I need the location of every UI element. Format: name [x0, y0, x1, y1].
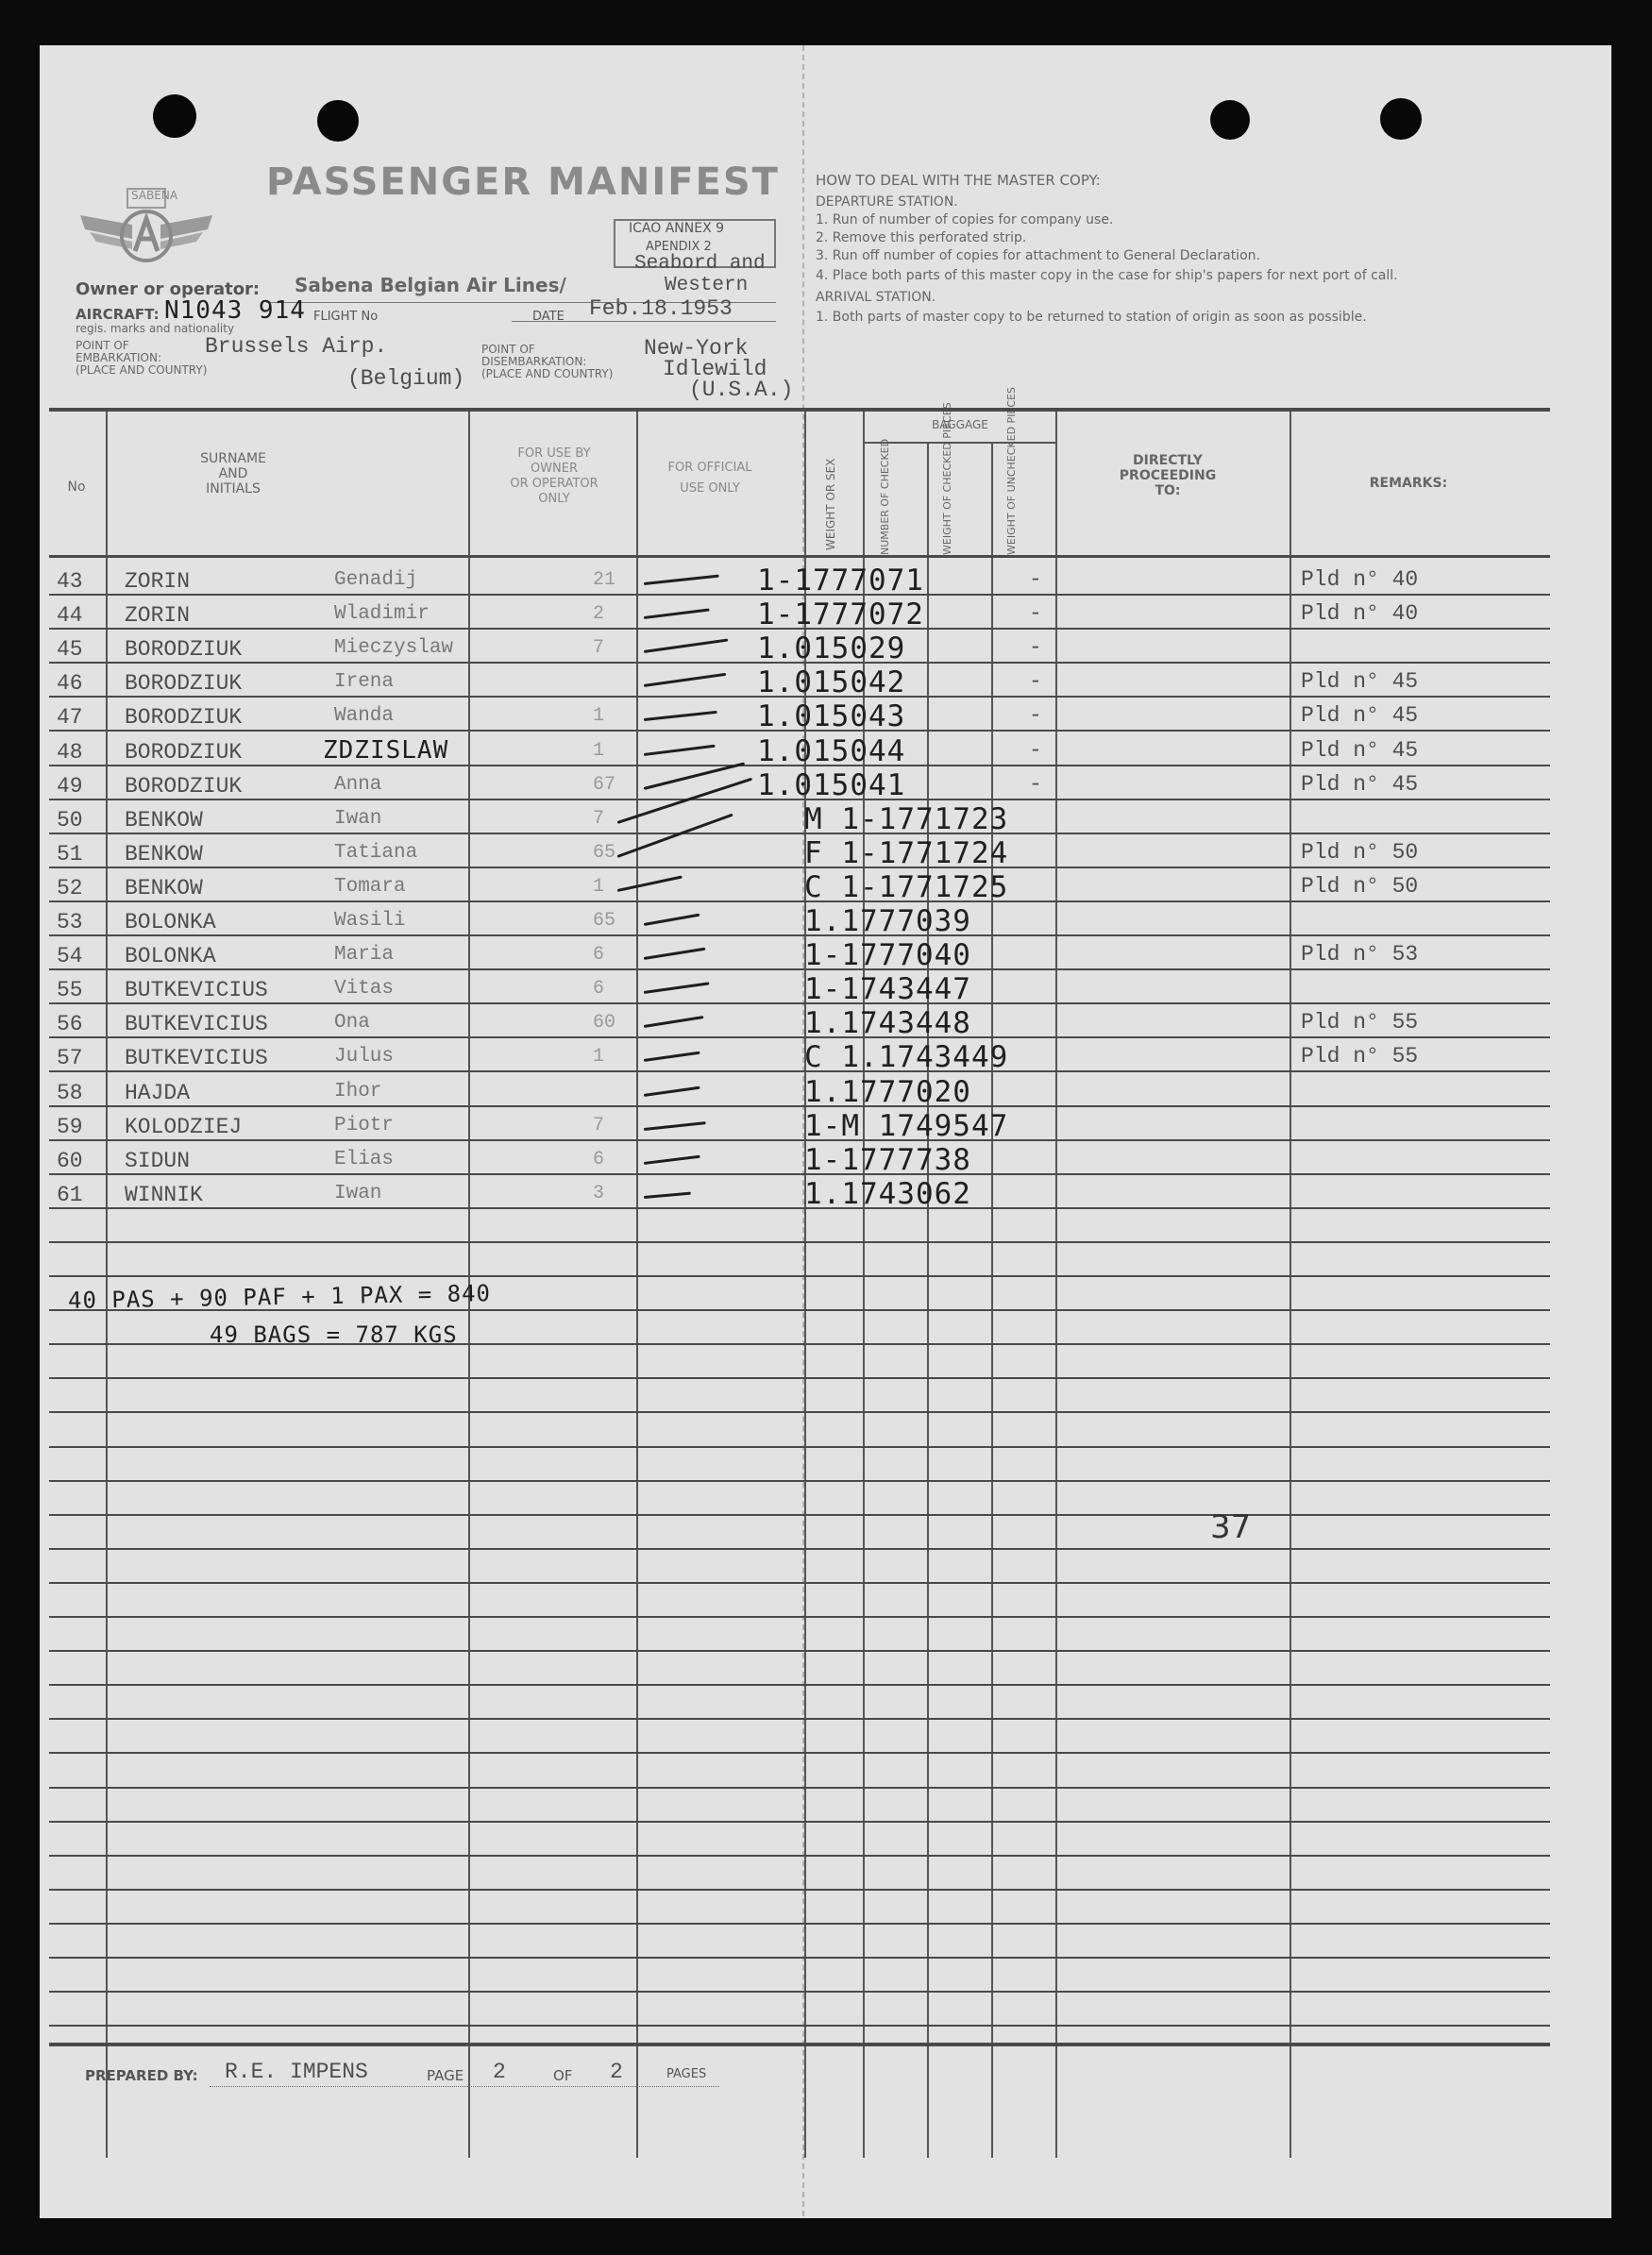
passenger-surname: KOLODZIEJ: [125, 1115, 243, 1139]
passenger-remarks: Pld n° 53: [1301, 942, 1419, 967]
passenger-no: 56: [57, 1012, 83, 1036]
passenger-given-name: Ihor: [334, 1081, 382, 1102]
table-row: [40, 599, 1550, 633]
ruled-line: [49, 1923, 1550, 1925]
table-row: [40, 838, 1550, 872]
ruled-line: [49, 1548, 1550, 1550]
passenger-surname: BUTKEVICIUS: [125, 1046, 268, 1070]
passenger-remarks: Pld n° 45: [1301, 669, 1419, 694]
page-stamp: 37: [1210, 1508, 1252, 1546]
passenger-given-name: Wanda: [334, 705, 395, 727]
aircraft-value: N1043 914: [164, 296, 306, 325]
col-header-directly: DIRECTLY PROCEEDING TO:: [1119, 453, 1217, 498]
table-row: [40, 1008, 1550, 1042]
passenger-remarks: Pld n° 40: [1301, 567, 1419, 592]
punch-hole: [1380, 98, 1422, 140]
table-row: [40, 804, 1550, 838]
passenger-given-name: Iwan: [334, 808, 382, 830]
passenger-given-name: Elias: [334, 1149, 395, 1170]
owner-label: Owner or operator:: [76, 279, 261, 299]
ruled-line: [49, 1718, 1550, 1720]
table-row: [40, 1179, 1550, 1213]
ruled-line: [49, 1855, 1550, 1857]
table-row: [40, 667, 1550, 701]
owner-use-value: 1: [593, 876, 605, 898]
col-header-bag-number: NUMBER OF CHECKED: [879, 438, 891, 555]
ticket-number: M 1-1771723: [804, 802, 1009, 836]
table-row: [40, 770, 1550, 804]
col-header-bag-weight-unchecked: WEIGHT OF UNCHECKED PIECES: [1005, 387, 1018, 555]
col-header-baggage: BAGGAGE: [932, 418, 988, 431]
passenger-given-name: Genadij: [334, 569, 418, 591]
instruction-item: 1. Run of number of copies for company use.: [816, 212, 1114, 227]
passenger-surname: ZORIN: [125, 603, 191, 628]
header-bottom-border: [49, 555, 1550, 558]
instruction-item: 4. Place both parts of this master copy in the case for ship's papers for next port of call.: [816, 268, 1398, 283]
ticket-number: 1.1743448: [804, 1006, 971, 1040]
prepared-by-value: R.E. IMPENS: [225, 2060, 368, 2084]
passenger-remarks: Pld n° 45: [1301, 738, 1419, 763]
instruction-item: 2. Remove this perforated strip.: [816, 230, 1027, 245]
aircraft-sub-label: regis. marks and nationality: [76, 322, 235, 335]
passenger-no: 49: [57, 774, 83, 799]
ruled-line: [49, 1957, 1550, 1959]
table-row: [40, 1077, 1550, 1111]
embark-value: Brussels Airp.: [205, 334, 388, 359]
handwritten-note-2: 49 BAGS = 787 KGS: [210, 1321, 458, 1348]
col-header-owner: FOR USE BY OWNER OR OPERATOR ONLY: [510, 446, 598, 506]
passenger-no: 43: [57, 569, 83, 594]
ruled-line: [49, 1275, 1550, 1277]
arrival-label: ARRIVAL STATION.: [816, 290, 936, 305]
logo-text: SABENA: [131, 189, 178, 202]
passenger-surname: BENKOW: [125, 876, 203, 900]
ruled-line: [49, 1411, 1550, 1413]
owner-use-value: 65: [593, 842, 616, 864]
page-value: 2: [493, 2060, 506, 2084]
passenger-no: 55: [57, 978, 83, 1002]
table-row: [40, 633, 1550, 667]
punch-hole: [317, 100, 359, 142]
passenger-no: 53: [57, 910, 83, 934]
passenger-remarks: Pld n° 40: [1301, 601, 1419, 626]
ruled-line: [49, 1752, 1550, 1754]
owner-use-value: 1: [593, 705, 605, 727]
owner-use-value: 6: [593, 978, 605, 1000]
ticket-number: 1.015041: [757, 768, 906, 802]
page-title: PASSENGER MANIFEST: [266, 160, 780, 204]
ruled-line: [49, 1514, 1550, 1516]
table-row: [40, 872, 1550, 906]
aircraft-label: AIRCRAFT:: [76, 306, 160, 323]
col-header-official: FOR OFFICIAL USE ONLY: [667, 461, 752, 496]
col-header-no: No: [67, 480, 86, 495]
ruled-line: [49, 1787, 1550, 1789]
table-row: [40, 736, 1550, 770]
ticket-number: 1-1743447: [804, 972, 971, 1006]
table-bottom-border: [49, 2043, 1550, 2046]
embark-label-1: POINT OF: [76, 339, 129, 352]
owner-use-value: 60: [593, 1012, 616, 1034]
passenger-no: 51: [57, 842, 83, 867]
disembark-value: New-York: [644, 336, 749, 361]
pages-label: PAGES: [666, 2067, 707, 2081]
passenger-given-name: Piotr: [334, 1115, 395, 1136]
owner-use-value: 7: [593, 1115, 605, 1136]
table-row: [40, 940, 1550, 974]
embark-country: (Belgium): [347, 366, 465, 391]
table-row: [40, 974, 1550, 1008]
of-value: 2: [610, 2060, 623, 2084]
footer-underline: [210, 2086, 719, 2087]
date-label: DATE: [532, 310, 565, 324]
passenger-remarks: Pld n° 45: [1301, 772, 1419, 797]
icao-annex: ICAO ANNEX 9: [629, 221, 725, 236]
ruled-line: [49, 2025, 1550, 2027]
passenger-no: 44: [57, 603, 83, 628]
passenger-no: 52: [57, 876, 83, 900]
passenger-surname: BORODZIUK: [125, 637, 243, 662]
ticket-number: 1.1743062: [804, 1177, 971, 1211]
passenger-surname: BORODZIUK: [125, 774, 243, 799]
baggage-dash: -: [1029, 738, 1042, 763]
table-row: [40, 1145, 1550, 1179]
baggage-dash: -: [1029, 669, 1042, 694]
ruled-line: [49, 1650, 1550, 1652]
passenger-given-name: Tatiana: [334, 842, 418, 864]
owner-value: Sabena Belgian Air Lines/: [295, 274, 566, 296]
passenger-no: 48: [57, 740, 83, 765]
baggage-dash: -: [1029, 601, 1042, 626]
ticket-number: 1.015044: [757, 734, 906, 768]
passenger-no: 61: [57, 1183, 83, 1207]
passenger-given-name: Mieczyslaw: [334, 637, 454, 659]
ruled-line: [49, 1377, 1550, 1379]
embark-label: [76, 340, 207, 377]
owner-use-value: 1: [593, 740, 605, 762]
passenger-surname: BENKOW: [125, 842, 203, 867]
passenger-no: 54: [57, 944, 83, 968]
table-row: [40, 701, 1550, 735]
ruled-line: [49, 1991, 1550, 1993]
passenger-surname: BUTKEVICIUS: [125, 978, 268, 1002]
ticket-number: 1.015029: [757, 631, 906, 665]
passenger-surname: BOLONKA: [125, 910, 216, 934]
owner-use-value: 1: [593, 1046, 605, 1068]
punch-hole: [1210, 100, 1250, 140]
baggage-dash: -: [1029, 772, 1042, 797]
table-row: [40, 906, 1550, 940]
table-row: [40, 565, 1550, 599]
owner-use-value: 2: [593, 603, 605, 625]
passenger-surname: BENKOW: [125, 808, 203, 833]
passenger-no: 46: [57, 671, 83, 696]
ticket-number: 1.015043: [757, 699, 906, 733]
owner-value-3: Western: [665, 275, 749, 296]
ticket-number: C 1-1771725: [804, 870, 1009, 904]
ticket-number: F 1-1771724: [804, 836, 1009, 870]
passenger-remarks: Pld n° 55: [1301, 1044, 1419, 1069]
ruled-line: [49, 1446, 1550, 1448]
arrival-instruction: 1. Both parts of master copy to be returned to station of origin as soon as possible.: [816, 310, 1367, 325]
passenger-given-name: Tomara: [334, 876, 406, 898]
ticket-number: C 1.1743449: [804, 1040, 1009, 1074]
passenger-no: 60: [57, 1149, 83, 1173]
owner-use-value: 7: [593, 808, 605, 830]
ruled-line: [49, 1582, 1550, 1584]
passenger-given-name: Irena: [334, 671, 395, 693]
icao-appendix: APENDIX 2: [646, 240, 712, 254]
col-header-surname: SURNAME AND INITIALS: [200, 451, 266, 496]
owner-use-value: 6: [593, 1149, 605, 1170]
passenger-surname: BUTKEVICIUS: [125, 1012, 268, 1036]
col-header-bag-weight-checked: WEIGHT OF CHECKED PIECES: [941, 402, 953, 555]
ruled-line: [49, 1684, 1550, 1686]
passenger-given-name: Wladimir: [334, 603, 430, 625]
owner-value-2: Seabord and: [634, 253, 766, 275]
passenger-given-name: Julus: [334, 1046, 395, 1068]
ticket-number: 1-M 1749547: [804, 1109, 1009, 1143]
passenger-given-name: Maria: [334, 944, 395, 966]
master-copy-instructions: [816, 172, 1458, 325]
owner-use-value: 7: [593, 637, 605, 659]
col-header-remarks: REMARKS:: [1369, 476, 1448, 491]
embark-label-2: EMBARKATION:: [76, 351, 161, 364]
baggage-dash: -: [1029, 635, 1042, 660]
passenger-given-name: Wasili: [334, 910, 406, 932]
passenger-given-name: Vitas: [334, 978, 395, 1000]
ruled-line: [49, 1821, 1550, 1823]
passenger-surname: HAJDA: [125, 1081, 191, 1105]
ticket-number: 1-1777040: [804, 938, 971, 972]
instruction-item: 3. Run off number of copies for attachment to General Declaration.: [816, 248, 1260, 263]
instructions-title: HOW TO DEAL WITH THE MASTER COPY:: [816, 172, 1101, 189]
passenger-given-name: Anna: [334, 774, 382, 796]
prepared-by-label: PREPARED BY:: [85, 2067, 198, 2084]
passenger-surname: BORODZIUK: [125, 740, 243, 765]
disembark-label-2: DISEMBARKATION:: [481, 355, 587, 368]
passenger-surname: BORODZIUK: [125, 705, 243, 730]
passenger-remarks: Pld n° 55: [1301, 1010, 1419, 1035]
passenger-no: 47: [57, 705, 83, 730]
ticket-number: 1-1777071: [757, 564, 924, 597]
baggage-divider: [863, 442, 1055, 444]
ticket-number: 1.015042: [757, 665, 906, 699]
flight-label: FLIGHT No: [313, 310, 379, 324]
owner-use-value: 21: [593, 569, 616, 591]
passenger-given-name: Ona: [334, 1012, 370, 1034]
baggage-dash: -: [1029, 703, 1042, 728]
embark-label-3: (PLACE AND COUNTRY): [76, 363, 208, 377]
date-underline: [512, 321, 776, 322]
handwritten-note-1: 40 PAS + 90 PAF + 1 PAX = 840: [67, 1280, 492, 1314]
passenger-remarks: Pld n° 45: [1301, 703, 1419, 728]
ruled-line: [49, 1480, 1550, 1482]
owner-use-value: 3: [593, 1183, 605, 1204]
passenger-surname: BOLONKA: [125, 944, 216, 968]
table-row: [40, 1042, 1550, 1076]
col-header-weight-sex: WEIGHT OR SEX: [824, 458, 837, 550]
of-label: OF: [553, 2067, 573, 2084]
ruled-line: [49, 1889, 1550, 1891]
date-value: Feb.18.1953: [589, 296, 733, 321]
ticket-number: 1.1777020: [804, 1075, 971, 1109]
passenger-remarks: Pld n° 50: [1301, 840, 1419, 865]
baggage-dash: -: [1029, 567, 1042, 592]
passenger-given-name: Iwan: [334, 1183, 382, 1204]
ruled-line: [49, 1616, 1550, 1618]
passenger-surname: WINNIK: [125, 1183, 203, 1207]
page-label: PAGE: [427, 2067, 464, 2084]
disembark-label-3: (PLACE AND COUNTRY): [481, 367, 614, 380]
passenger-surname: BORODZIUK: [125, 671, 243, 696]
manifest-sheet: [40, 45, 1611, 2218]
ticket-number: 1-1777738: [804, 1143, 971, 1177]
owner-use-value: 65: [593, 910, 616, 932]
disembark-label-1: POINT OF: [481, 343, 535, 356]
punch-hole: [153, 94, 196, 138]
passenger-given-name: ZDZISLAW: [323, 736, 449, 765]
disembark-airport: Idlewild: [663, 357, 767, 381]
passenger-no: 57: [57, 1046, 83, 1070]
disembark-label: [481, 344, 613, 380]
passenger-no: 59: [57, 1115, 83, 1139]
passenger-no: 50: [57, 808, 83, 833]
passenger-surname: SIDUN: [125, 1149, 191, 1173]
passenger-no: 58: [57, 1081, 83, 1105]
departure-label: DEPARTURE STATION.: [816, 194, 958, 210]
passenger-remarks: Pld n° 50: [1301, 874, 1419, 899]
owner-use-value: 67: [593, 774, 616, 796]
table-top-border: [49, 408, 1550, 412]
ruled-line: [49, 1241, 1550, 1243]
passenger-no: 45: [57, 637, 83, 662]
ticket-number: 1.1777039: [804, 904, 971, 938]
owner-use-value: 6: [593, 944, 605, 966]
ticket-number: 1-1777072: [757, 597, 924, 631]
disembark-country: (U.S.A.): [689, 378, 794, 402]
table-row: [40, 1111, 1550, 1145]
passenger-surname: ZORIN: [125, 569, 191, 594]
